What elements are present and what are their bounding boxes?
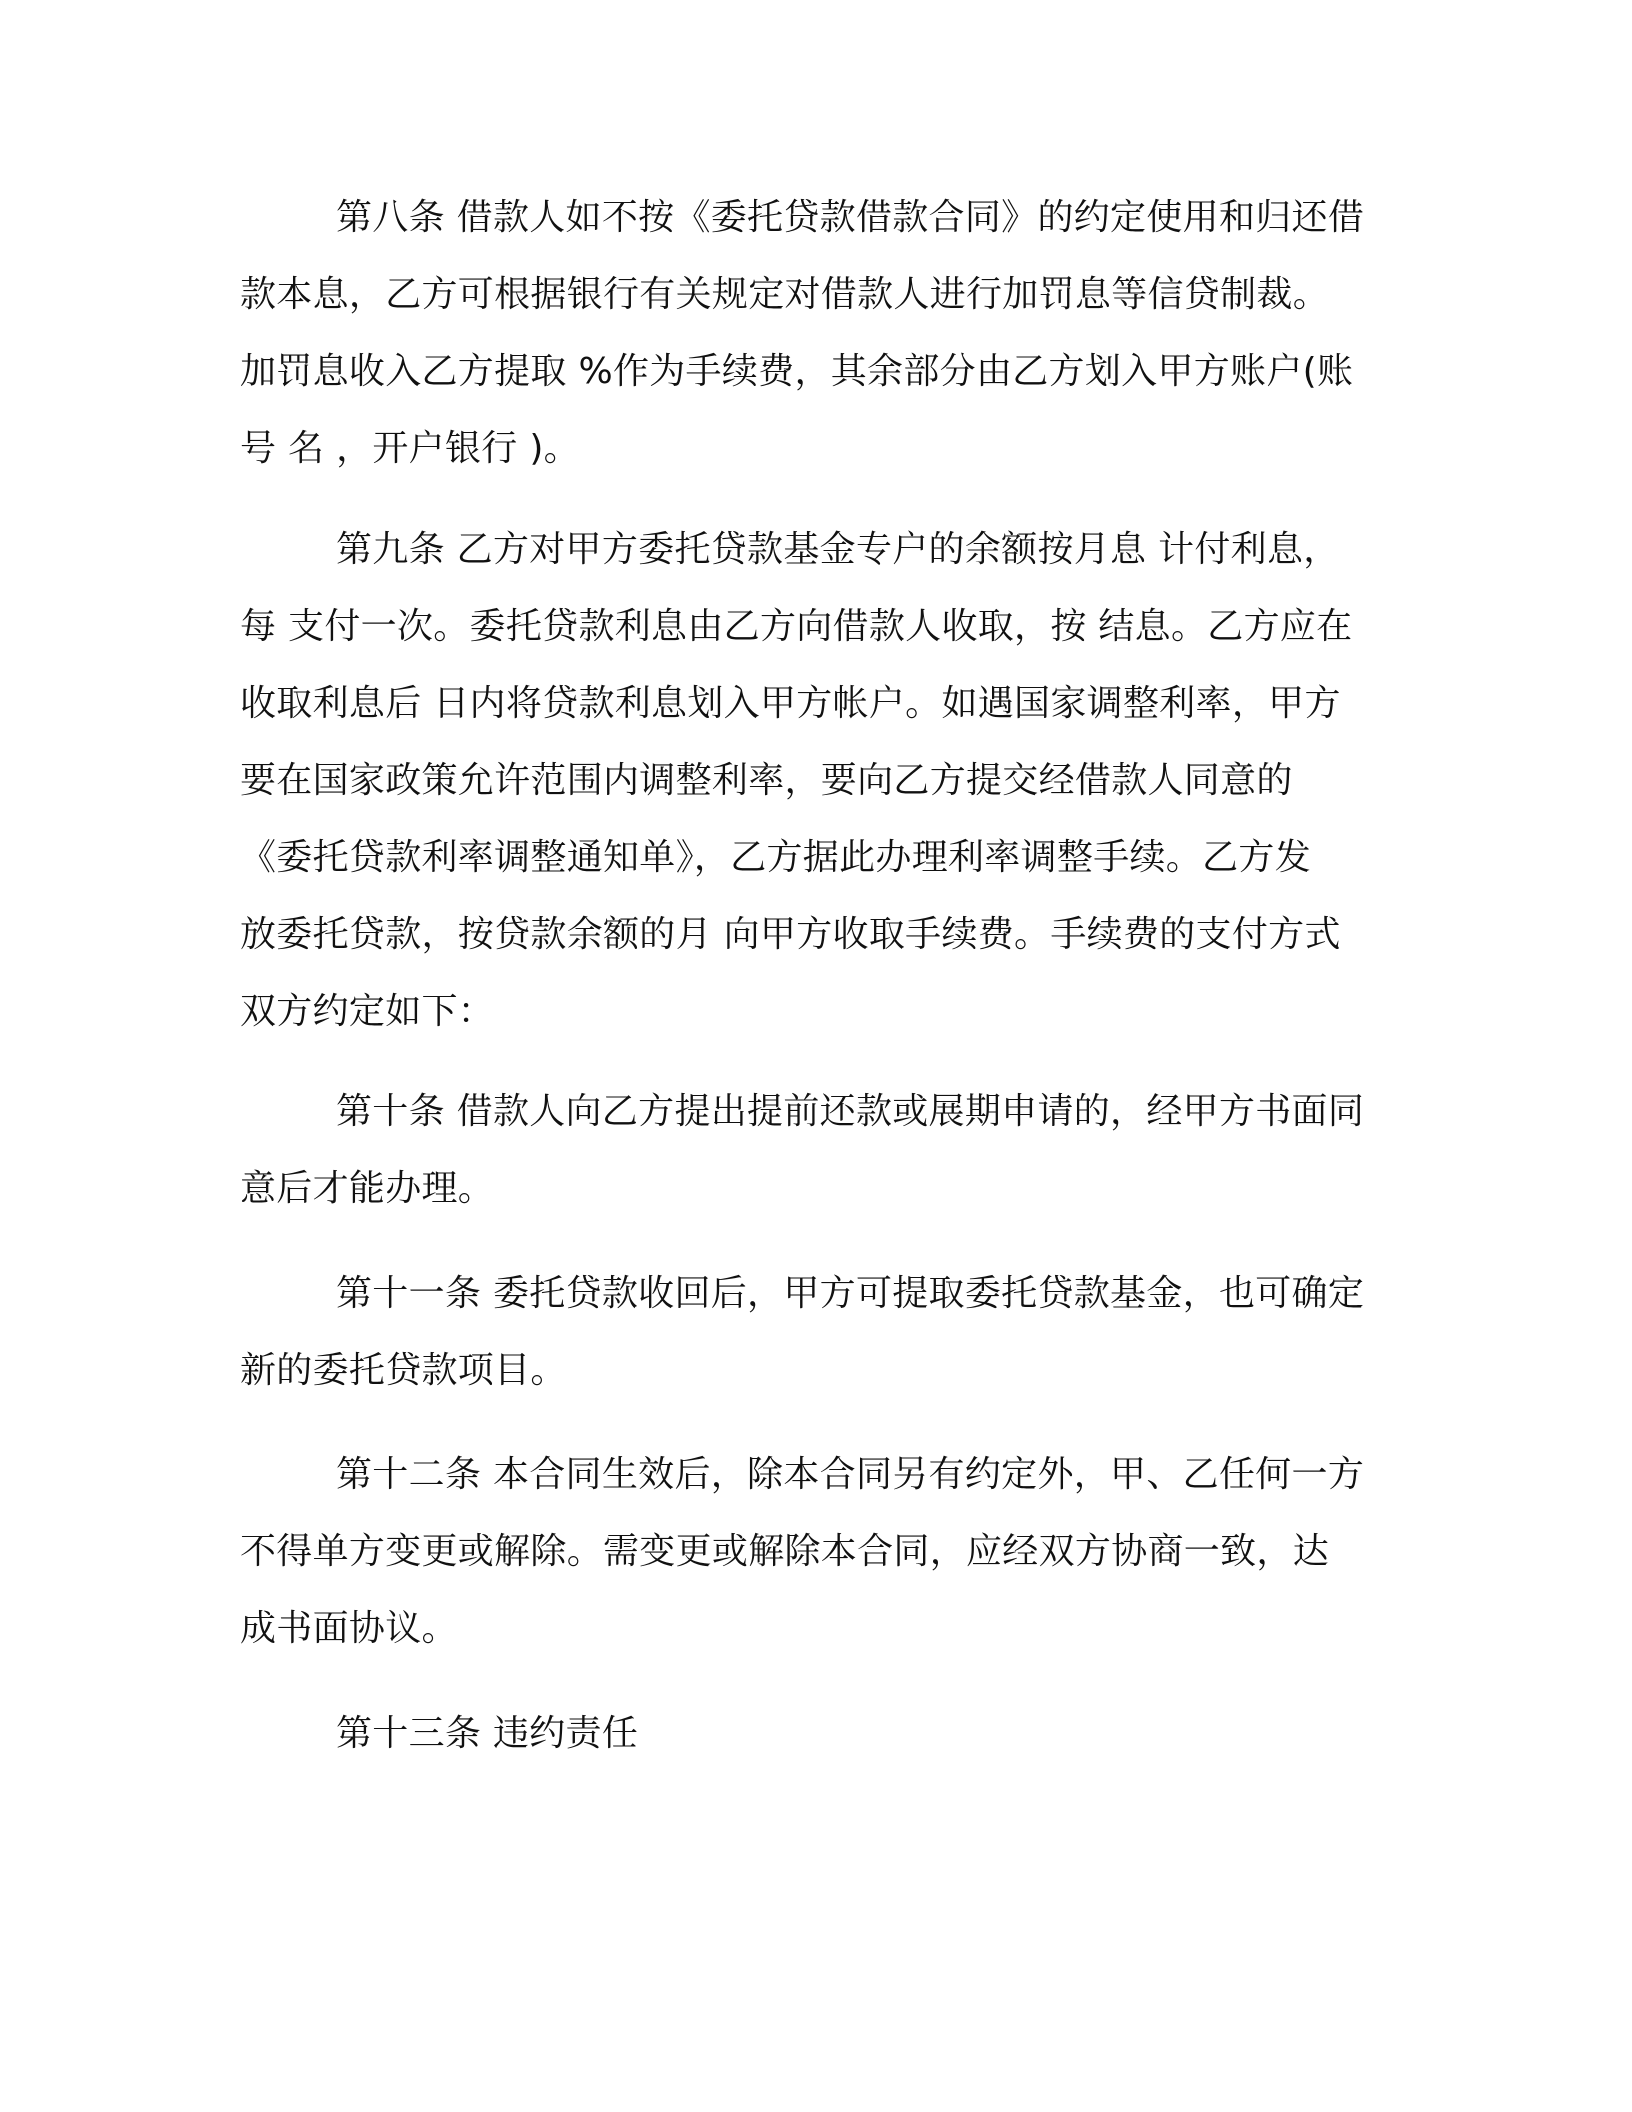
article-11-line-2: 新的委托贷款项目。 (240, 1350, 567, 1391)
article-8-line-2: 款本息，乙方可根据银行有关规定对借款人进行加罚息等信贷制裁。 (240, 274, 1330, 315)
article-11-line-1: 第十一条 委托贷款收回后，甲方可提取委托贷款基金，也可确定 (336, 1273, 1365, 1314)
article-9-line-4: 要在国家政策允许范围内调整利率，要向乙方提交经借款人同意的 (240, 760, 1293, 801)
article-9-line-5: 《委托贷款利率调整通知单》，乙方据此办理利率调整手续。乙方发 (240, 837, 1312, 878)
article-12-line-3: 成书面协议。 (240, 1608, 458, 1649)
article-9-paragraph (240, 511, 1400, 1050)
article-12-paragraph (240, 1436, 1400, 1667)
article-9-line-2: 每 支付一次。委托贷款利息由乙方向借款人收取，按 结息。乙方应在 (240, 606, 1353, 647)
article-8-line-4: 号 名 ，开户银行 )。 (240, 428, 580, 469)
article-8-paragraph (240, 179, 1400, 487)
article-9-line-7: 双方约定如下： (240, 991, 495, 1032)
article-10-line-1: 第十条 借款人向乙方提出提前还款或展期申请的，经甲方书面同 (336, 1091, 1365, 1132)
article-11-paragraph (240, 1255, 1400, 1409)
article-12-line-1: 第十二条 本合同生效后，除本合同另有约定外，甲、乙任何一方 (336, 1454, 1365, 1495)
article-8-line-1: 第八条 借款人如不按《委托贷款借款合同》的约定使用和归还借 (336, 197, 1365, 238)
article-10-paragraph (240, 1073, 1400, 1227)
article-12-line-2: 不得单方变更或解除。需变更或解除本合同，应经双方协商一致，达 (240, 1531, 1330, 1572)
article-9-line-1: 第九条 乙方对甲方委托贷款基金专户的余额按月息 计付利息， (336, 529, 1340, 570)
article-13-paragraph (240, 1695, 1400, 1772)
article-9-line-3: 收取利息后 日内将贷款利息划入甲方帐户。如遇国家调整利率，甲方 (240, 683, 1341, 724)
article-13-line-1: 第十三条 违约责任 (336, 1713, 639, 1754)
article-8-line-3: 加罚息收入乙方提取 %作为手续费，其余部分由乙方划入甲方账户(账 (240, 351, 1354, 392)
article-10-line-2: 意后才能办理。 (240, 1168, 495, 1209)
article-9-line-6: 放委托贷款，按贷款余额的月 向甲方收取手续费。手续费的支付方式 (240, 914, 1341, 955)
